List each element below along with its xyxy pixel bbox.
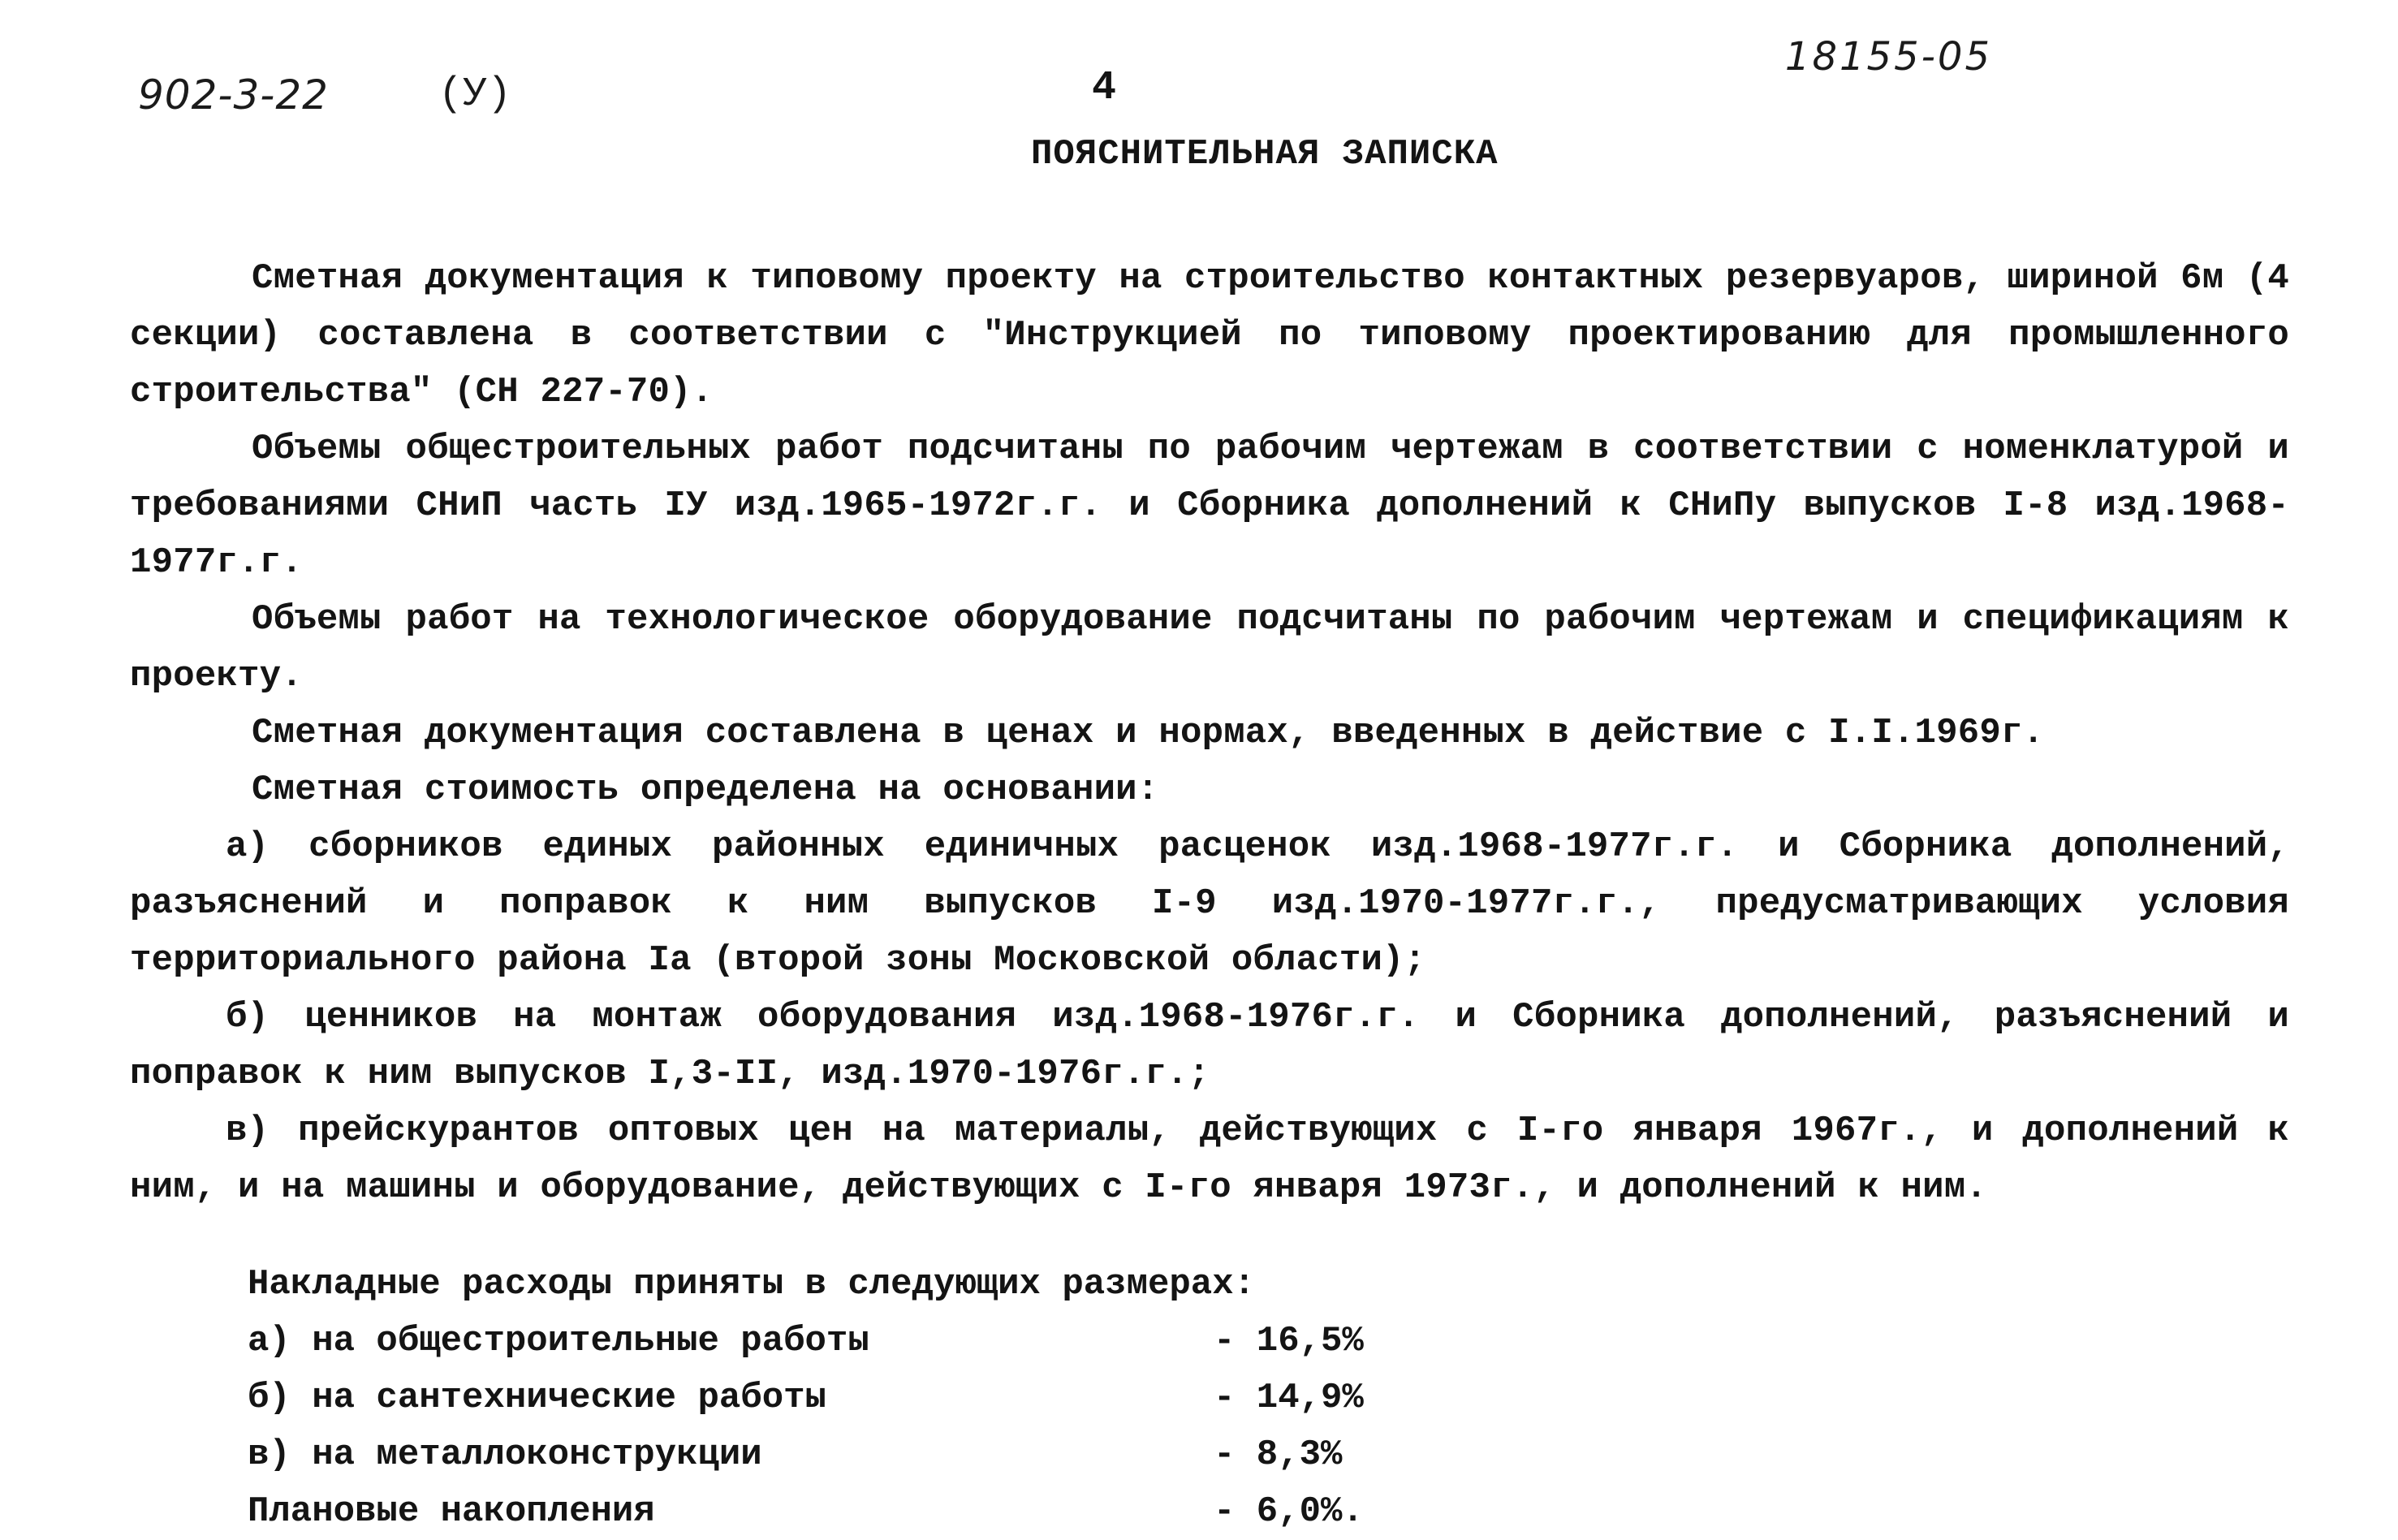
paragraph-equipment-volumes: Объемы работ на технологическое оборудование подсчитаны по рабочим чертежам и спецификациям к проекту. — [130, 599, 2289, 697]
archive-number: 18155-05 — [1784, 34, 1992, 80]
overhead-row — [248, 1483, 1425, 1540]
paragraph-construction-volumes: Объемы общестроительных работ подсчитаны по рабочим чертежам в соответствии с номенклатурой и требованиями СНиП часть IУ изд.1965-1972г.г. и Сборника дополнений к СНиПу выпусков I-8 изд.1968-1977г.г. — [130, 429, 2289, 583]
paragraph-cost-basis: Сметная стоимость определена на основании: — [252, 770, 1159, 810]
overhead-label: б) на сантехнические работы — [248, 1378, 826, 1418]
overhead-section — [248, 1256, 1425, 1540]
document-mark: (У) — [438, 71, 512, 118]
overhead-intro — [248, 1256, 1425, 1313]
explanatory-text — [130, 250, 2289, 1216]
overhead-row — [248, 1426, 1425, 1483]
overhead-row — [248, 1370, 1425, 1426]
paragraph-item-b: б) ценников на монтаж оборудования изд.1968-1976г.г. и Сборника дополнений, разъяснений и поправок к ним выпусков I,3-II, изд.1970-1976г.г.; — [130, 997, 2289, 1094]
overhead-row — [248, 1313, 1425, 1370]
overhead-label: а) на общестроительные работы — [248, 1321, 869, 1361]
overhead-value: - 6,0%. — [1214, 1491, 1364, 1532]
overhead-intro-text: Накладные расходы приняты в следующих размерах: — [248, 1264, 1256, 1305]
overhead-label: в) на металлоконструкции — [248, 1434, 762, 1475]
paragraph-intro: Сметная документация к типовому проекту на строительство контактных резервуаров, шириной 6м (4 секции) составлена в соответствии с "Инструкцией по типовому проектированию для промышленного строительства" (СН 227-70). — [130, 258, 2289, 412]
paragraph-item-a: а) сборников единых районных единичных расценок изд.1968-1977г.г. и Сборника дополнений, разъяснений и поправок к ним выпусков I-9 изд.1970-1977г.г., предусматривающих условия территориального района Iа (второй зоны Московской области); — [130, 826, 2289, 981]
page-number: 4 — [1092, 65, 1117, 111]
overhead-value: - 8,3% — [1214, 1434, 1343, 1475]
paragraph-item-c: в) прейскурантов оптовых цен на материалы, действующих с I-го января 1967г., и дополнений к ним, и на машины и оборудование, действующих с I-го января 1973г., и дополнений к ним. — [130, 1111, 2289, 1208]
overhead-value: - 16,5% — [1214, 1321, 1364, 1361]
overhead-value: - 14,9% — [1214, 1378, 1364, 1418]
paragraph-prices: Сметная документация составлена в ценах и нормах, введенных в действие с I.I.1969г. — [252, 713, 2045, 753]
page-title: ПОЯСНИТЕЛЬНАЯ ЗАПИСКА — [1031, 134, 1499, 175]
document-code: 902-3-22 — [138, 71, 329, 119]
overhead-label: Плановые накопления — [248, 1491, 655, 1532]
